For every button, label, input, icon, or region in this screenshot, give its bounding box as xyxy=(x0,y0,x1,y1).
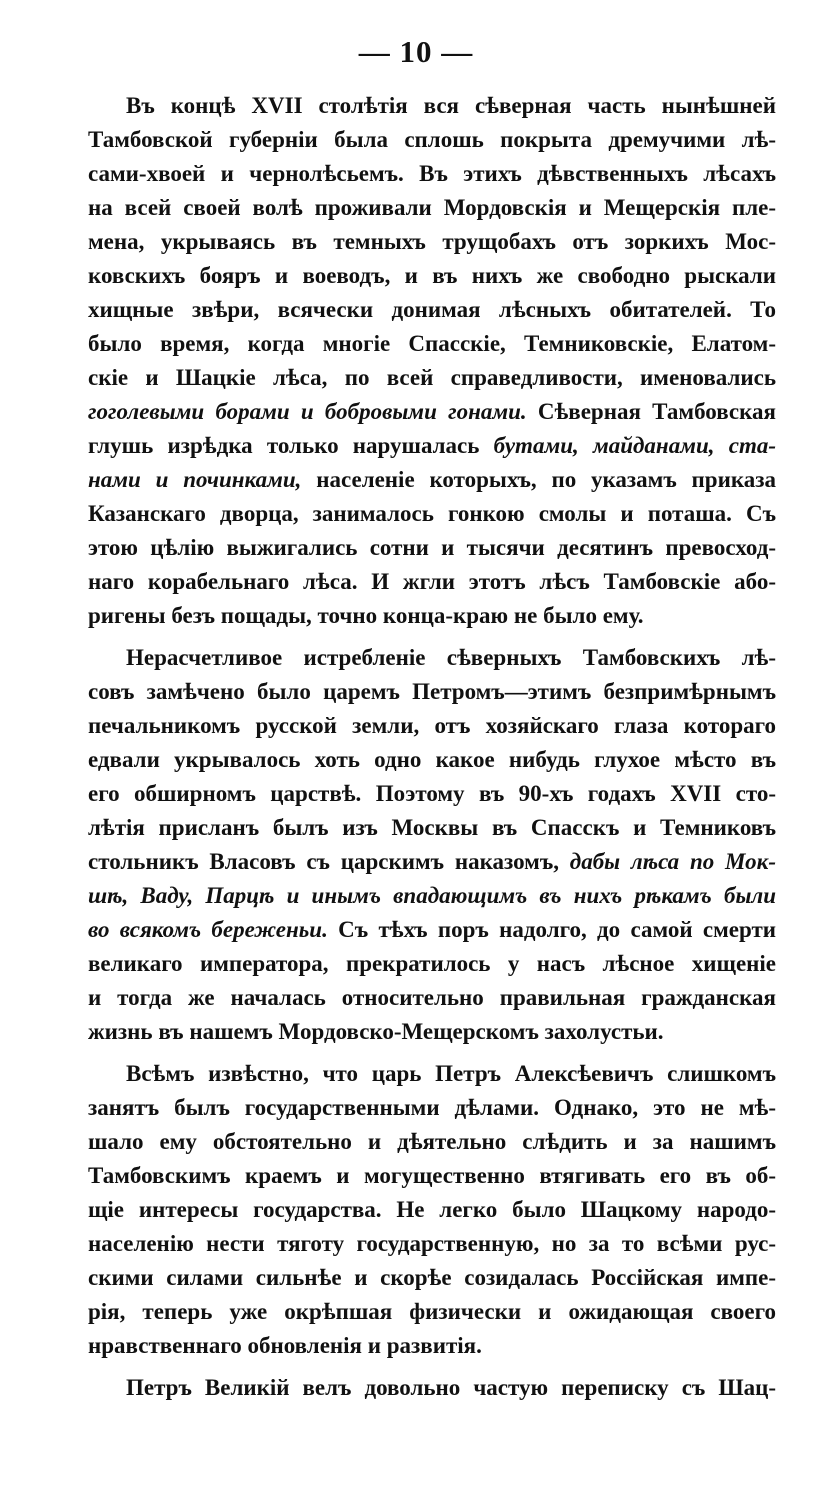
text-line xyxy=(88,1057,776,1091)
text-segment: Сѣверная Тамбовская xyxy=(526,399,776,424)
text-line xyxy=(88,913,776,947)
text-segment: наго корабельнаго лѣса. И жгли этотъ лѣсъ Тамбовскіе або- xyxy=(88,569,776,594)
italic-text: во всякомъ береженьи. xyxy=(88,917,328,942)
text-line xyxy=(88,1159,776,1193)
text-line xyxy=(88,981,776,1015)
text-segment: едвали укрывалось хоть одно какое нибудь глухое мѣсто въ xyxy=(88,747,776,772)
text-segment: и тогда же началась относительно правильная гражданская xyxy=(88,985,776,1010)
text-line xyxy=(88,123,776,157)
text-line xyxy=(88,531,776,565)
text-segment: Съ тѣхъ поръ надолго, до самой смерти xyxy=(327,917,776,942)
text-segment: нравственнаго обновленія и развитія. xyxy=(88,1333,482,1358)
text-segment: Всѣмъ извѣстно, что царь Петръ Алексѣевичъ слишкомъ xyxy=(126,1061,776,1086)
text-segment: ковскихъ бояръ и воеводъ, и въ нихъ же свободно рыскали xyxy=(88,263,776,288)
text-segment: сами-хвоей и чернолѣсьемъ. Въ этихъ дѣвственныхъ лѣсахъ xyxy=(88,161,776,186)
text-line xyxy=(88,1193,776,1227)
text-segment: мена, укрываясь въ темныхъ трущобахъ отъ зоркихъ Мос- xyxy=(88,229,776,254)
text-segment: щіе интересы государства. Не легко было Шацкому народо- xyxy=(88,1197,776,1222)
text-segment: рія, теперь уже окрѣпшая физически и ожидающая своего xyxy=(88,1299,776,1324)
text-line xyxy=(88,259,776,293)
text-line xyxy=(88,1015,776,1049)
page-number: — 10 — xyxy=(358,34,474,69)
text-line xyxy=(88,191,776,225)
text-line xyxy=(88,1295,776,1329)
text-segment: ригены безъ пощады, точно конца-краю не было ему. xyxy=(88,603,644,628)
text-line xyxy=(88,1261,776,1295)
text-line xyxy=(88,89,776,123)
text-segment: на всей своей волѣ проживали Мордовскія и Мещерскія пле- xyxy=(88,195,776,220)
text-line xyxy=(88,225,776,259)
text-segment: Петръ Великій велъ довольно частую переписку съ Шац- xyxy=(126,1375,776,1400)
text-line xyxy=(88,777,776,811)
text-segment: печальникомъ русской земли, отъ хозяйскаго глаза котораго xyxy=(88,713,776,738)
text-segment: было время, когда многіе Спасскіе, Темниковскіе, Елатом- xyxy=(88,331,776,356)
text-segment: Казанскаго дворца, занималось гонкою смолы и поташа. Съ xyxy=(88,501,776,526)
italic-text: дабы лѣса по Мок- xyxy=(569,849,776,874)
text-line xyxy=(88,1371,776,1405)
text-segment: шало ему обстоятельно и дѣятельно слѣдить и за нашимъ xyxy=(88,1129,776,1154)
text-line xyxy=(88,879,776,913)
text-line xyxy=(88,1091,776,1125)
italic-text: гоголевыми борами и бобровыми гонами. xyxy=(88,399,527,424)
text-line xyxy=(88,1227,776,1261)
text-line xyxy=(88,947,776,981)
text-segment: Въ концѣ XVII столѣтія вся сѣверная часть нынѣшней xyxy=(126,93,776,118)
text-line xyxy=(88,743,776,777)
text-line xyxy=(88,361,776,395)
paragraph xyxy=(88,1057,776,1363)
text-segment: скіе и Шацкіе лѣса, по всей справедливости, именовались xyxy=(88,365,776,390)
text-line xyxy=(88,395,776,429)
text-line xyxy=(88,429,776,463)
text-segment: Тамбовской губерніи была сплошь покрыта дремучими лѣ- xyxy=(88,127,776,152)
text-line xyxy=(88,293,776,327)
text-line xyxy=(88,599,776,633)
text-segment: великаго императора, прекратилось у насъ лѣсное хищеніе xyxy=(88,951,776,976)
text-line xyxy=(88,811,776,845)
text-segment: занятъ былъ государственными дѣлами. Однако, это не мѣ- xyxy=(88,1095,776,1120)
text-segment: глушь изрѣдка только нарушалась xyxy=(88,433,494,458)
text-segment: совъ замѣчено было царемъ Петромъ—этимъ безпримѣрнымъ xyxy=(88,679,776,704)
paragraph xyxy=(88,641,776,1049)
paragraph xyxy=(88,89,776,633)
text-line xyxy=(88,327,776,361)
text-segment: Тамбовскимъ краемъ и могущественно втягивать его въ об- xyxy=(88,1163,776,1188)
italic-text: шѣ, Ваду, Парцѣ и инымъ впадающимъ въ нихъ рѣкамъ были xyxy=(88,883,776,908)
text-line xyxy=(88,675,776,709)
italic-text: бутами, майданами, ста- xyxy=(493,433,776,458)
text-segment: хищные звѣри, всячески донимая лѣсныхъ обитателей. То xyxy=(88,297,776,322)
text-line xyxy=(88,497,776,531)
document-body xyxy=(88,89,776,1413)
text-segment: этою цѣлію выжигались сотни и тысячи десятинъ превосход- xyxy=(88,535,776,560)
text-segment: жизнь въ нашемъ Мордовско-Мещерскомъ захолустьи. xyxy=(88,1019,664,1044)
text-line xyxy=(88,1125,776,1159)
text-line xyxy=(88,709,776,743)
paragraph xyxy=(88,1371,776,1405)
text-line xyxy=(88,565,776,599)
text-line xyxy=(88,641,776,675)
text-segment: стольникъ Власовъ съ царскимъ наказомъ, xyxy=(88,849,570,874)
text-segment: скими силами сильнѣе и скорѣе созидалась Россійская импе- xyxy=(88,1265,776,1290)
text-line xyxy=(88,463,776,497)
text-segment: населеніе которыхъ, по указамъ приказа xyxy=(301,467,776,492)
text-segment: лѣтія присланъ былъ изъ Москвы въ Спасскъ и Темниковъ xyxy=(88,815,776,840)
italic-text: нами и починками, xyxy=(88,467,302,492)
text-segment: населенію нести тяготу государственную, но за то всѣми рус- xyxy=(88,1231,776,1256)
text-line xyxy=(88,1329,776,1363)
text-line xyxy=(88,845,776,879)
text-segment: Нерасчетливое истребленіе сѣверныхъ Тамбовскихъ лѣ- xyxy=(126,645,776,670)
text-line xyxy=(88,157,776,191)
text-segment: его обширномъ царствѣ. Поэтому въ 90-хъ годахъ XVII сто- xyxy=(88,781,776,806)
